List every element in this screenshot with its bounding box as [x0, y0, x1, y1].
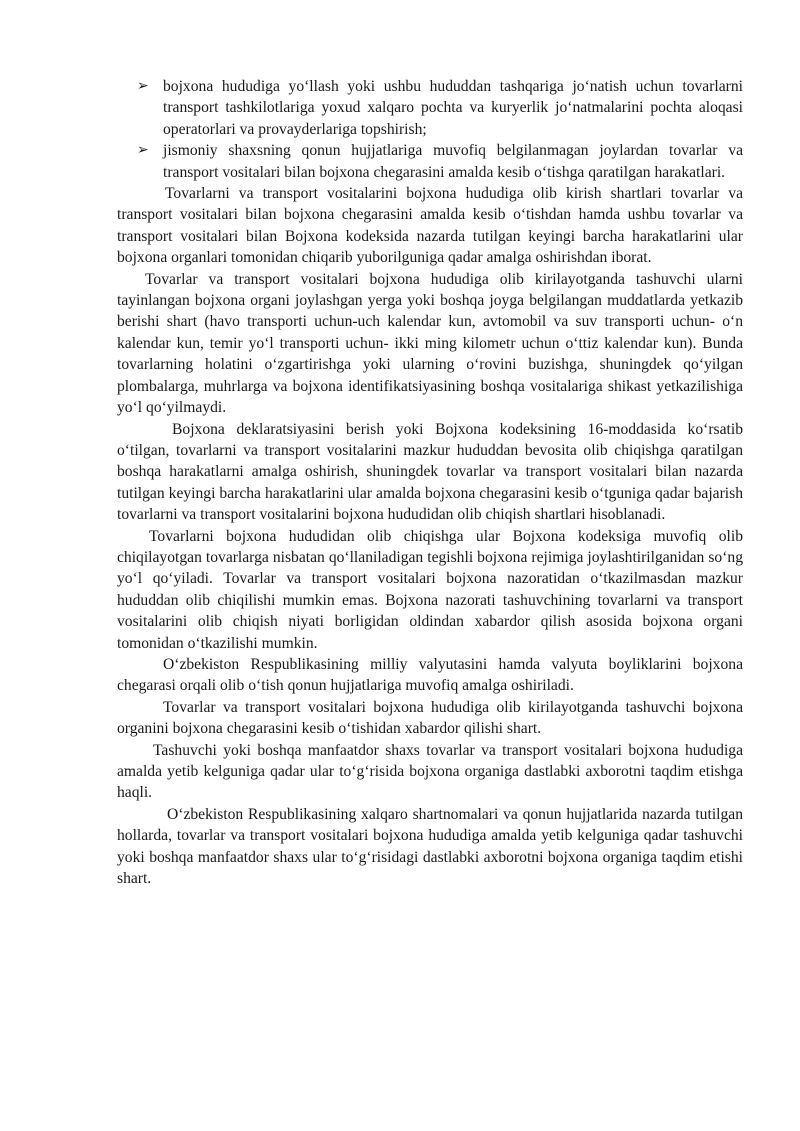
paragraph: Tovarlar va transport vositalari bojxona hududiga olib kirilayotganda tashuvchi bojxona organini bojxona chegarasini kesib o‘tishidan xabardor qilishi shart.	[117, 698, 743, 738]
bullet-text: jismoniy shaxsning qonun hujjatlariga muvofiq belgilanmagan joylardan tovarlar va transport vositalari bilan bojxona chegarasini amalda kesib o‘tishga qaratilgan harakatlari.	[163, 142, 743, 181]
bullet-text: bojxona hududiga yo‘llash yoki ushbu hududdan tashqariga jo‘natish uchun tovarlarni transport tashkilotlariga yoxud xalqaro pochta va kuryerlik jo‘natmalarini pochta aloqasi operatorlari va provayderlariga topshirish;	[163, 78, 743, 138]
paragraph: O‘zbekiston Respublikasining xalqaro shartnomalari va qonun hujjatlarida nazarda tutilgan hollarda, tovarlar va transport vositalari bojxona hududiga amalda yetib kelguniga qadar tashuvchi yoki boshqa manfaatdor shaxs ular to‘g‘risidagi dastlabki axborotni bojxona organiga taqdim etishi shart.	[117, 805, 743, 888]
paragraph: Tovarlarni va transport vositalarini bojxona hududiga olib kirish shartlari tovarlar va transport vositalari bilan bojxona chegarasini amalda kesib o‘tishdan hamda ushbu tovarlar va transport vositalari bilan Bojxona kodeksida nazarda tutilgan keyingi barcha harakatlarini ular bojxona organlari tomonidan chiqarib yuborilguniga qadar amalga oshirishdan iborat.	[117, 185, 743, 267]
paragraph: O‘zbekiston Respublikasining milliy valyutasini hamda valyuta boyliklarini bojxona chegarasi orqali olib o‘tish qonun hujjatlariga muvofiq amalga oshiriladi.	[117, 655, 743, 695]
paragraph: Tovarlar va transport vositalari bojxona hududiga olib kirilayotganda tashuvchi ularni tayinlangan bojxona organi joylashgan yerga yoki boshqa joyga belgilangan muddatlarda yetkazib berishi shart (havo transporti uchun-uch kalendar kun, avtomobil va suv transporti uchun- o‘n kalendar kun, temir yo‘l transporti uchun- ikki ming kilometr uchun o‘ttiz kalendar kun). Bunda tovarlarning holatini o‘zgartirishga yoki ularning o‘rovini buzishga, shuningdek qo‘yilgan plombalarga, muhrlarga va bojxona identifikatsiyasining boshqa vositalariga shikast yetkazilishiga yo‘l qo‘yilmaydi.	[117, 270, 743, 417]
arrow-bullet-icon: ➢	[137, 142, 149, 159]
paragraph: Bojxona deklaratsiyasini berish yoki Bojxona kodeksining 16-moddasida ko‘rsatib o‘tilgan, tovarlarni va transport vositalarini mazkur hududdan bevosita olib chiqishga qaratilgan boshqa harakatlarni amalga oshirish, shuningdek tovarlar va transport vositalari bilan nazarda tutilgan keyingi barcha harakatlarini ular amalda bojxona chegarasini kesib o‘tguniga qadar bajarish tovarlarni va transport vositalarini bojxona hududidan olib chiqish shartlari hisoblanadi.	[117, 420, 743, 524]
bullet-item	[117, 76, 743, 140]
paragraph: Tovarlarni bojxona hududidan olib chiqishga ular Bojxona kodeksiga muvofiq olib chiqilayotgan tovarlarga nisbatan qo‘llaniladigan tegishli bojxona rejimiga joylashtirilganidan so‘ng yo‘l qo‘yiladi. Tovarlar va transport vositalari bojxona nazoratidan o‘tkazilmasdan mazkur hududdan olib chiqilishi mumkin emas. Bojxona nazorati tashuvchining tovarlarni va transport vositalarini olib chiqish niyati borligidan oldindan xabardor qilish asosida bojxona organi tomonidan o‘tkazilishi mumkin.	[117, 527, 743, 652]
arrow-bullet-icon: ➢	[137, 78, 149, 94]
paragraph: Tashuvchi yoki boshqa manfaatdor shaxs tovarlar va transport vositalari bojxona hududiga amalda yetib kelguniga qadar ular to‘g‘risida bojxona organiga dastlabki axborotni taqdim etishga haqli.	[117, 741, 743, 802]
bullet-item	[117, 140, 743, 183]
document-page	[117, 76, 743, 889]
